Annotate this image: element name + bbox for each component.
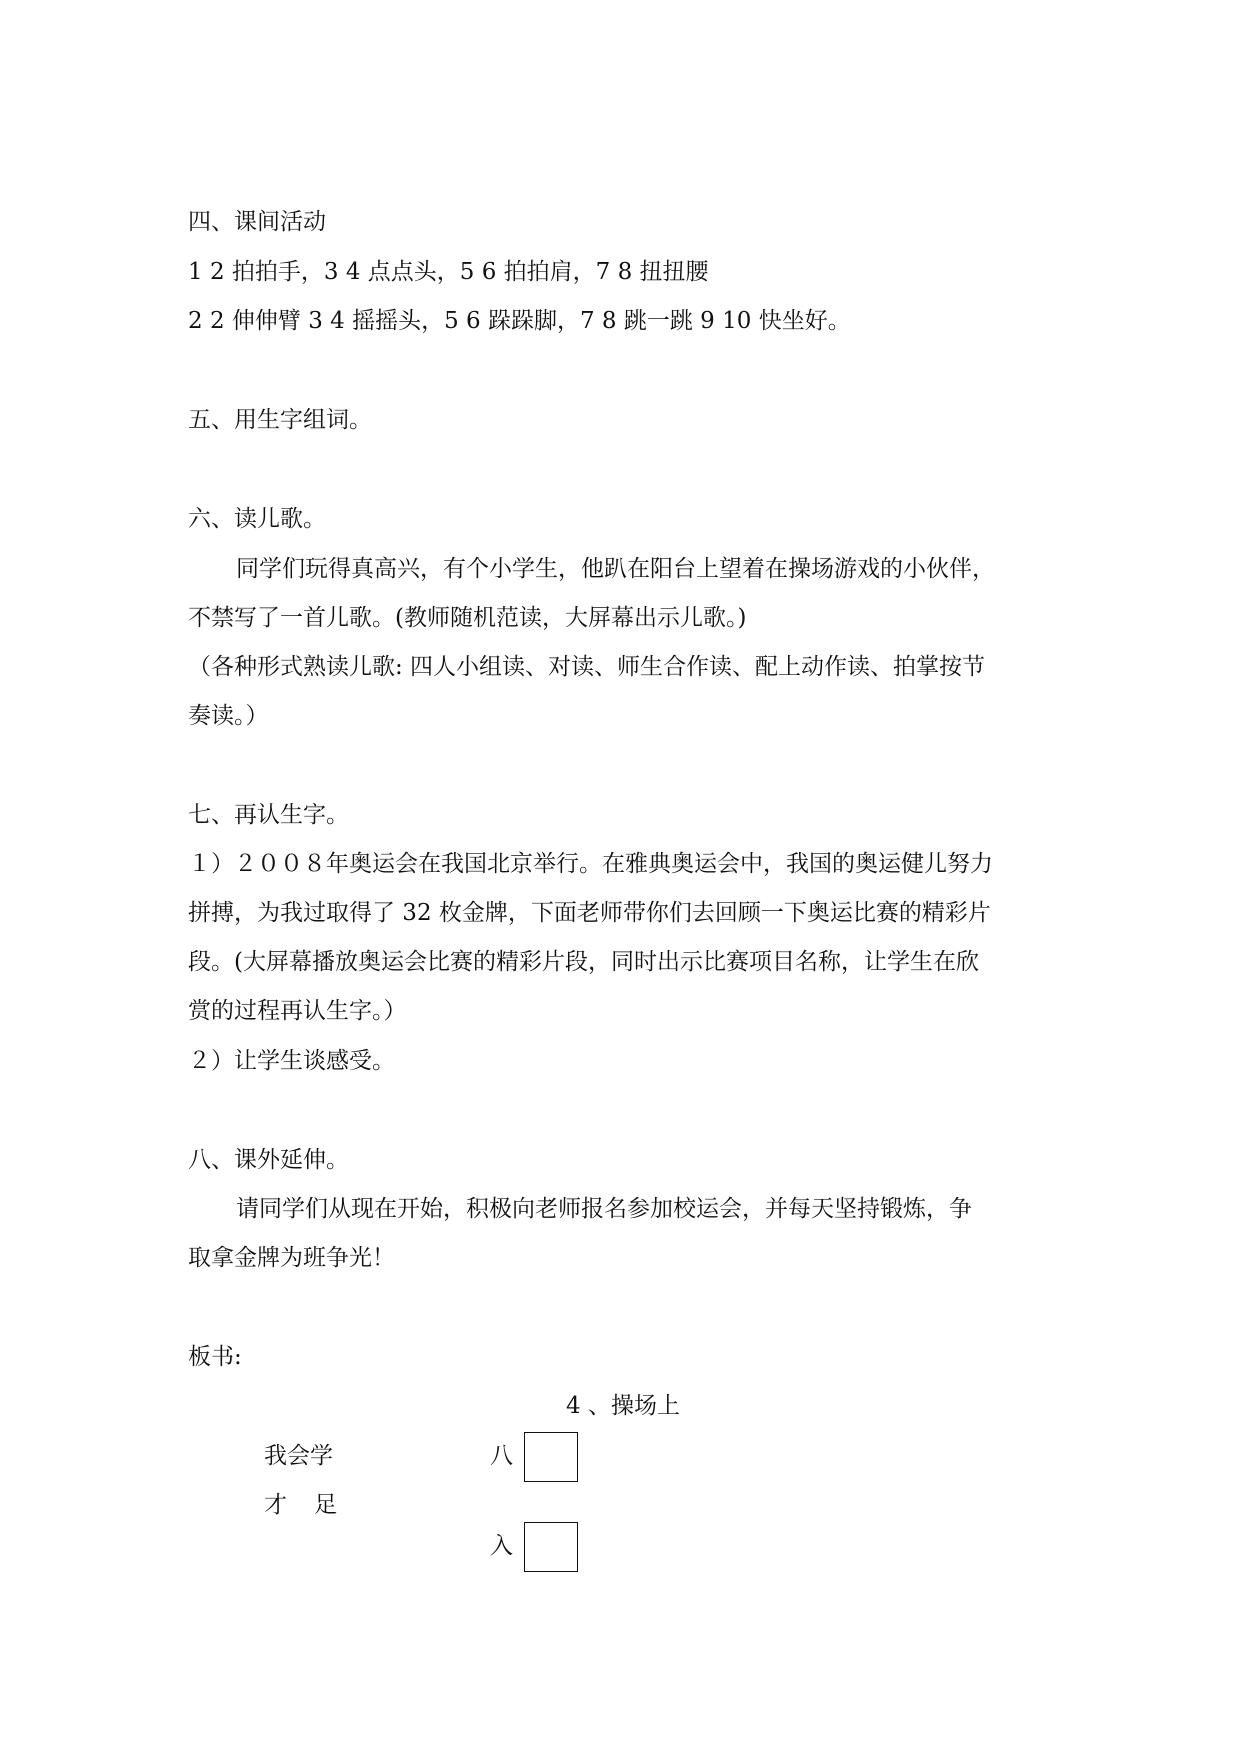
section-7-item-2: ２）让学生谈感受。 — [188, 1048, 395, 1074]
section-7-item-1-line-1: １）２００８年奥运会在我国北京举行。在雅典奥运会中，我国的奥运健儿努力 — [188, 851, 993, 877]
section-7-item-1-line-3: 段。(大屏幕播放奥运会比赛的精彩片段，同时出示比赛项目名称，让学生在欣 — [188, 949, 979, 975]
section-8-paragraph-line-1: 请同学们从现在开始，积极向老师报名参加校运会，并每天坚持锻炼，争 — [236, 1196, 972, 1222]
board-char-cai: 才 — [264, 1492, 287, 1518]
board-blank-box-1 — [524, 1432, 578, 1482]
section-4-heading: 四、课间活动 — [188, 209, 326, 235]
section-4-line-2: 2 2 伸伸臂 3 4 摇摇头，5 6 跺跺脚，7 8 跳一跳 9 10 快坐好。 — [188, 308, 851, 334]
section-8-heading: 八、课外延伸。 — [188, 1147, 349, 1173]
section-6-note-line-1: （各种形式熟读儿歌: 四人小组读、对读、师生合作读、配上动作读、拍掌按节 — [188, 654, 986, 680]
section-8-paragraph-line-2: 取拿金牌为班争光！ — [188, 1245, 395, 1271]
section-7-item-1-line-4: 赏的过程再认生字。） — [188, 998, 407, 1024]
section-7-item-1-line-2: 拼搏，为我过取得了 32 枚金牌，下面老师带你们去回顾一下奥运比赛的精彩片 — [188, 900, 991, 926]
section-6-heading: 六、读儿歌。 — [188, 506, 326, 532]
section-5-heading: 五、用生字组词。 — [188, 407, 372, 433]
section-6-paragraph-line-2: 不禁写了一首儿歌。(教师随机范读，大屏幕出示儿歌。) — [188, 605, 747, 631]
section-6-paragraph-line-1: 同学们玩得真高兴，有个小学生，他趴在阳台上望着在操场游戏的小伙伴， — [236, 556, 995, 582]
board-title: 4 、操场上 — [566, 1393, 680, 1419]
board-char-ru: 入 — [490, 1533, 513, 1559]
section-4-line-1: 1 2 拍拍手，3 4 点点头，5 6 拍拍肩，7 8 扭扭腰 — [188, 259, 709, 285]
board-learn-label: 我会学 — [264, 1443, 333, 1469]
section-6-note-line-2: 奏读。） — [188, 703, 269, 729]
section-7-heading: 七、再认生字。 — [188, 802, 349, 828]
board-char-zu: 足 — [314, 1492, 337, 1518]
board-label: 板书: — [188, 1344, 242, 1370]
board-blank-box-2 — [524, 1522, 578, 1572]
board-char-ba: 八 — [490, 1443, 513, 1469]
